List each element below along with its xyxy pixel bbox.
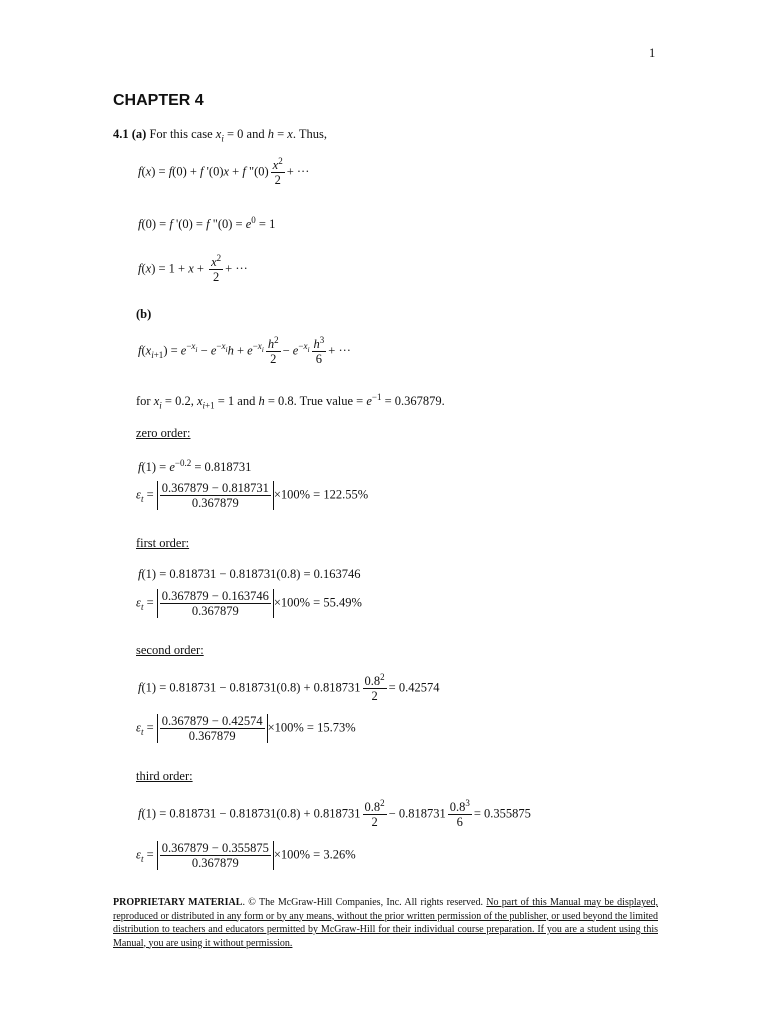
equation-part-b: $f(x_{i+1}) = e^{-x_i} - e^{-x_i}h + e^{-x_i}$ $\frac{h^2}{2}$ − $e^{-x_i}$ $\frac{h^3}{6}$ + ···: [138, 334, 351, 366]
part-a-label: (a): [131, 127, 147, 141]
chapter-title: CHAPTER 4: [113, 92, 204, 109]
equation-series: f(x) = 1 + x + $\frac{x^2}{2}$ + ···: [138, 252, 248, 284]
given-values: for $x_i = 0.2$, $x_{i+1} = 1$ and h = 0.8. True value = $e^{-1} = 0.367879$.: [136, 391, 445, 411]
page-number: 1: [649, 46, 656, 60]
part-b-label: (b): [136, 307, 152, 321]
zero-order-error: $\varepsilon_t$ = $\frac{0.367879 - 0.818731}{0.367879}$ ×100% = 122.55%: [136, 481, 369, 510]
first-order-f: f(1) = 0.818731 − 0.818731(0.8) = 0.163746: [138, 567, 361, 581]
intro-text: =: [273, 127, 288, 141]
third-order-f: f(1) = 0.818731 − 0.818731(0.8) + 0.818731 $\frac{0.8^2}{2}$ − 0.818731 $\frac{0.8^3}{6}$ = 0.355875: [138, 797, 531, 829]
second-order-error: $\varepsilon_t$ = $\frac{0.367879 - 0.42574}{0.367879}$ ×100% = 15.73%: [136, 714, 356, 743]
equation-derivatives: f(0) = f '(0) = f "$(0) = e^0 = 1$: [138, 214, 276, 231]
problem-number: 4.1: [113, 127, 129, 141]
third-order-heading: third order:: [136, 769, 193, 783]
intro-text: . Thus,: [292, 127, 327, 141]
first-order-heading: first order:: [136, 536, 190, 550]
second-order-heading: second order:: [136, 643, 204, 657]
equation-taylor-general: f(x) = f(0) + f '(0)x + f "(0) $\frac{x^2}{2}$ + ···: [138, 155, 310, 187]
first-order-error: $\varepsilon_t$ = $\frac{0.367879 - 0.163746}{0.367879}$ ×100% = 55.49%: [136, 589, 362, 618]
second-order-f: f(1) = 0.818731 − 0.818731(0.8) + 0.818731 $\frac{0.8^2}{2}$ = 0.42574: [138, 671, 440, 703]
footer-notice: No part of this Manual may be displayed, reproduced or distributed in any form or by any means, without the prior written permission of the publisher, or used beyond the limited distribution to teachers and educators permitted by McGraw-Hill for their individual course preparation. If you are a student using this Manual, you are using it without permission.: [113, 897, 659, 949]
zero-order-f: $f(1) = e^{-0.2} = 0.818731$: [138, 457, 252, 474]
zero-order-heading: zero order:: [136, 426, 191, 440]
intro-text: For this case: [146, 127, 216, 141]
third-order-error: $\varepsilon_t$ = $\frac{0.367879 - 0.355875}{0.367879}$ ×100% = 3.26%: [136, 841, 356, 870]
problem-intro: 4.1 (a) For this case $x_i = 0$ and h = x. Thus,: [113, 127, 327, 144]
footer-text: . © The McGraw-Hill Companies, Inc. All rights reserved.: [242, 897, 487, 908]
footer-bold: PROPRIETARY MATERIAL: [113, 897, 243, 908]
intro-text: = 0 and: [223, 127, 268, 141]
copyright-footer: [113, 896, 658, 950]
